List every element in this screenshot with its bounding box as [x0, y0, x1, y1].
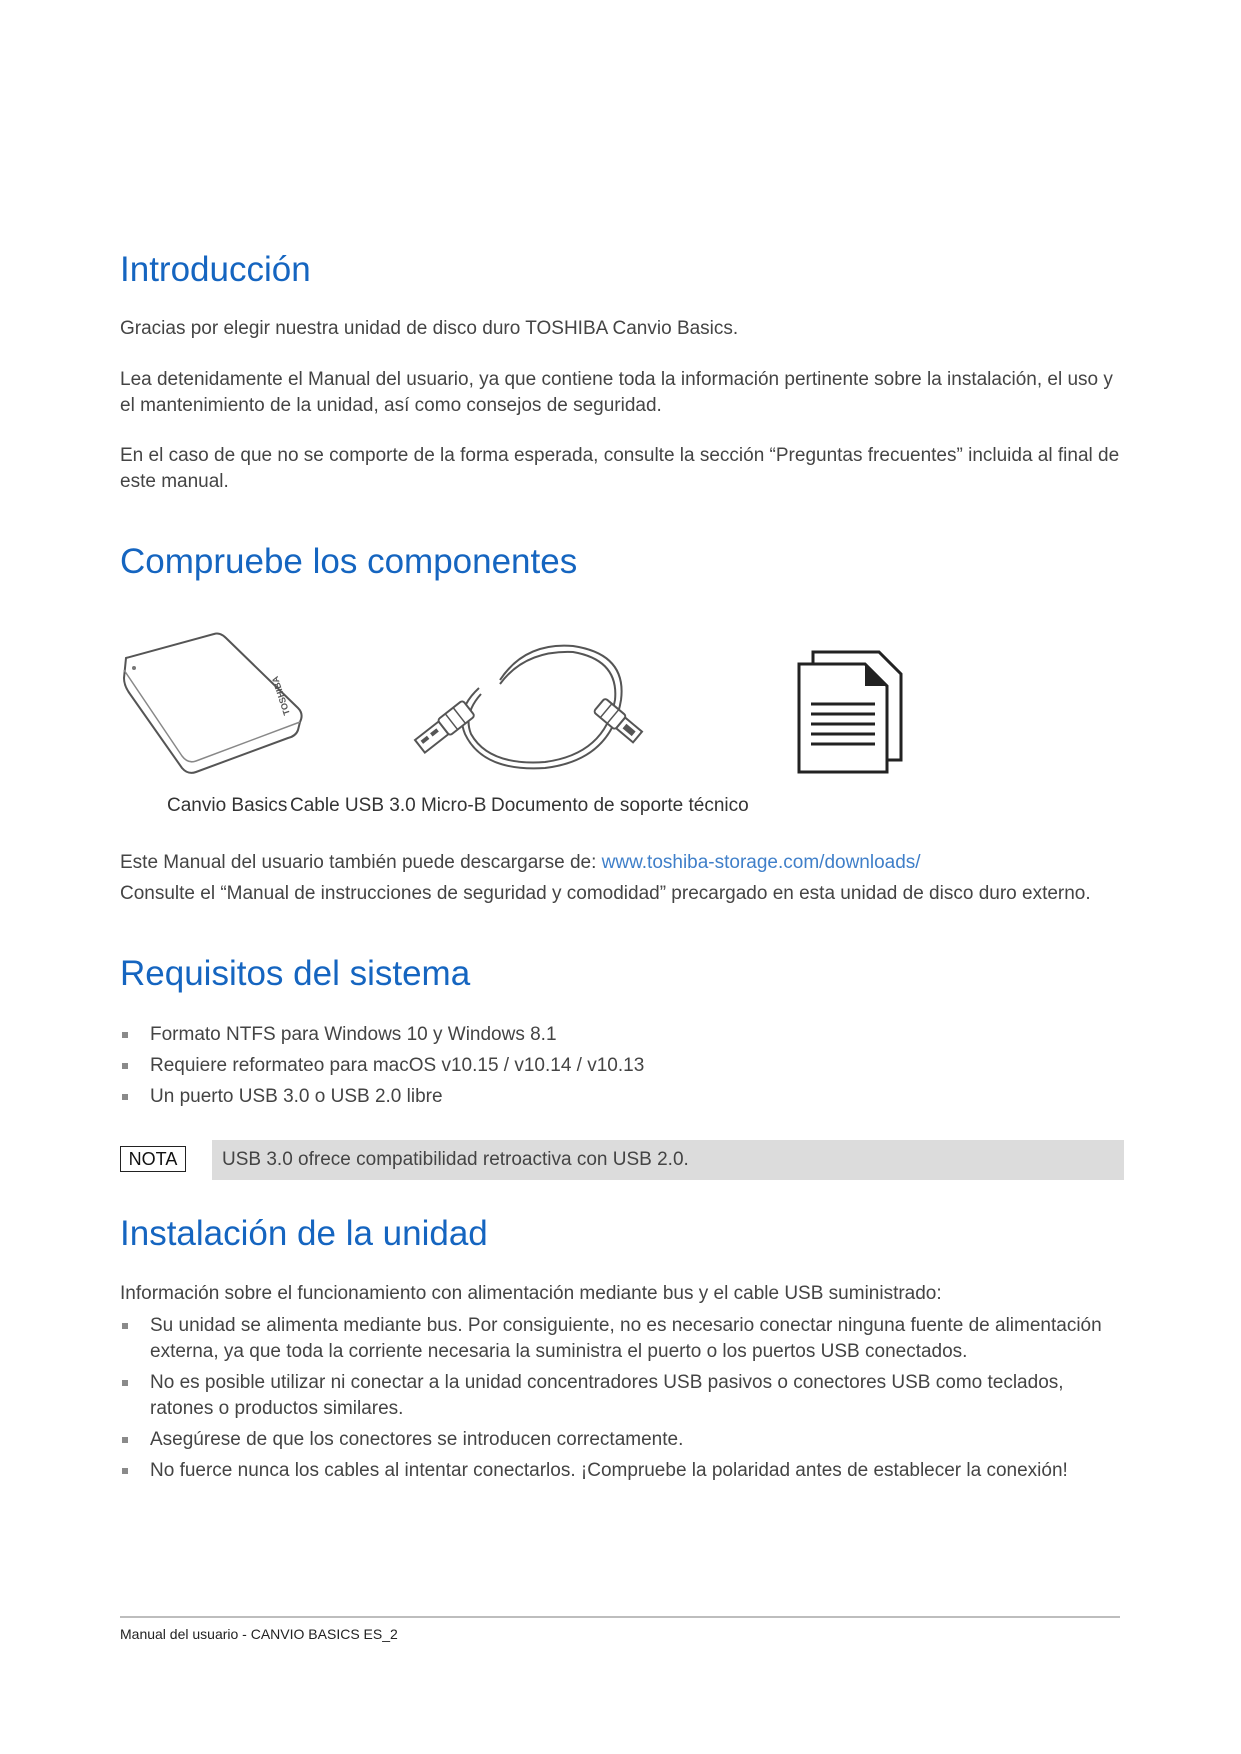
heading-componentes: Compruebe los componentes	[120, 542, 578, 581]
list-item	[120, 1053, 1130, 1079]
intro-paragraph-1: Gracias por elegir nuestra unidad de disco duro TOSHIBA Canvio Basics.	[120, 318, 739, 339]
bullet-icon	[122, 1094, 128, 1100]
bullet-icon	[122, 1437, 128, 1443]
installation-intro: Información sobre el funcionamiento con alimentación mediante bus y el cable USB suministrado:	[120, 1283, 942, 1304]
heading-requisitos: Requisitos del sistema	[120, 954, 471, 993]
caption-documento: Documento de soporte técnico	[491, 795, 749, 816]
heading-introduccion: Introducción	[120, 250, 311, 289]
requirement-text: Formato NTFS para Windows 10 y Windows 8.1	[150, 1024, 557, 1045]
bullet-icon	[122, 1323, 128, 1329]
download-link[interactable]: www.toshiba-storage.com/downloads/	[601, 852, 921, 873]
note-box: USB 3.0 ofrece compatibilidad retroactiva con USB 2.0.	[212, 1140, 1124, 1180]
safety-manual-line: Consulte el “Manual de instrucciones de seguridad y comodidad” precargado en esta unidad de disco duro externo.	[120, 883, 1091, 904]
footer-divider	[120, 1616, 1120, 1618]
list-item	[120, 1313, 1130, 1365]
usb-cable-icon	[405, 638, 657, 778]
drive-brand-label: TOSHIBA	[269, 675, 292, 717]
bullet-icon	[122, 1063, 128, 1069]
bullet-icon	[122, 1468, 128, 1474]
list-item	[120, 1084, 1130, 1110]
list-item	[120, 1370, 1130, 1422]
download-line	[120, 850, 1160, 876]
list-item	[120, 1022, 1130, 1048]
list-item	[120, 1458, 1130, 1484]
bullet-icon	[122, 1380, 128, 1386]
heading-instalacion: Instalación de la unidad	[120, 1214, 488, 1253]
installation-text: Su unidad se alimenta mediante bus. Por consiguiente, no es necesario conectar ninguna fuente de alimentación externa, ya que toda la corriente necesaria la suministra el puerto o los puertos USB conectados.	[150, 1315, 1102, 1362]
requirement-text: Requiere reformateo para macOS v10.15 / v10.14 / v10.13	[150, 1055, 645, 1076]
hard-drive-icon	[122, 630, 304, 778]
bullet-icon	[122, 1032, 128, 1038]
intro-paragraph-3: En el caso de que no se comporte de la forma esperada, consulte la sección “Preguntas frecuentes” incluida al final de este manual.	[120, 445, 1120, 492]
caption-cable-usb: Cable USB 3.0 Micro-B	[290, 795, 487, 816]
installation-text: Asegúrese de que los conectores se introducen correctamente.	[150, 1429, 684, 1450]
requirements-list	[120, 1022, 1130, 1110]
document-icon	[795, 648, 905, 774]
installation-list	[120, 1313, 1130, 1484]
intro-paragraph-2: Lea detenidamente el Manual del usuario, ya que contiene toda la información pertinente sobre la instalación, el uso y el mantenimiento de la unidad, así como consejos de seguridad.	[120, 369, 1113, 416]
requirement-text: Un puerto USB 3.0 o USB 2.0 libre	[150, 1086, 443, 1107]
download-text: Este Manual del usuario también puede descargarse de:	[120, 852, 602, 873]
note-label: NOTA	[120, 1146, 186, 1172]
installation-text: No fuerce nunca los cables al intentar conectarlos. ¡Compruebe la polaridad antes de establecer la conexión!	[150, 1460, 1068, 1481]
installation-text: No es posible utilizar ni conectar a la unidad concentradores USB pasivos o conectores USB como teclados, ratones o productos similares.	[150, 1372, 1064, 1419]
footer-text: Manual del usuario - CANVIO BASICS ES_2	[120, 1626, 398, 1642]
list-item	[120, 1427, 1130, 1453]
caption-canvio-basics: Canvio Basics	[167, 795, 288, 816]
